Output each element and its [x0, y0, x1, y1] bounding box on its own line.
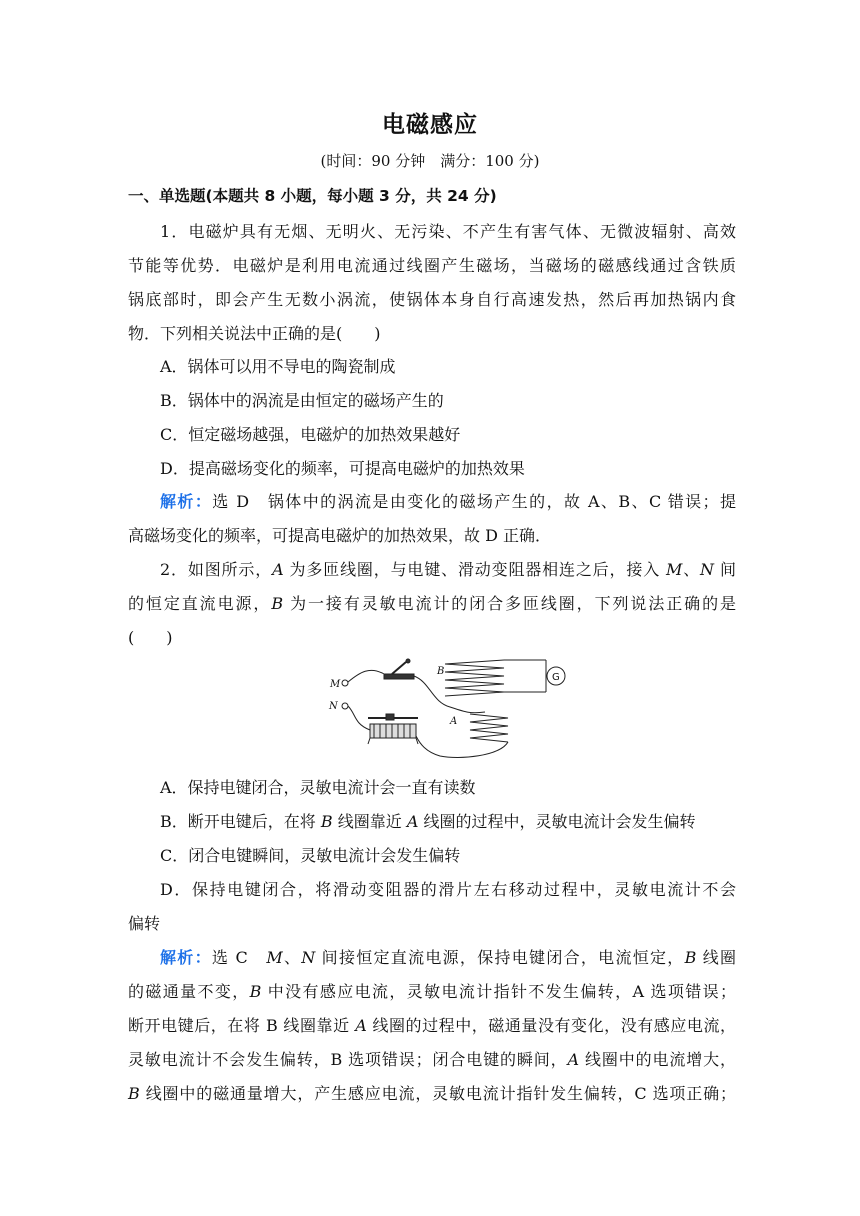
switch-icon: [384, 674, 414, 679]
figure-label-g: G: [552, 672, 560, 683]
q2-option-a: A．保持电键闭合，灵敏电流计会一直有读数: [160, 778, 476, 797]
q2-option-d-line-1: D．保持电键闭合，将滑动变阻器的滑片左右移动过程中，灵敏电流计不会: [160, 880, 736, 899]
page-title: 电磁感应: [382, 112, 478, 138]
figure-label-a: A: [450, 716, 458, 727]
circuit-diagram: [320, 652, 570, 768]
q2-analysis-line-5: B 线圈中的磁通量增大，产生感应电流，灵敏电流计指针发生偏转，C 选项正确；: [128, 1084, 736, 1103]
figure-label-m: M: [330, 679, 341, 690]
q2-stem-line-1: 2．如图所示，A 为多匝线圈，与电键、滑动变阻器相连之后，接入 M、N 间: [160, 560, 736, 579]
q2-option-b: B．断开电键后，在将 B 线圈靠近 A 线圈的过程中，灵敏电流计会发生偏转: [160, 812, 696, 831]
q2-analysis-line-2: 的磁通量不变，B 中没有感应电流，灵敏电流计指针不发生偏转，A 选项错误；: [128, 982, 736, 1001]
analysis-label: 解析：: [160, 948, 212, 967]
q1-stem-line-1: 1．电磁炉具有无烟、无明火、无污染、不产生有害气体、无微波辐射、高效: [160, 222, 736, 241]
section-heading: 一、单选题(本题共 8 小题，每小题 3 分，共 24 分): [128, 187, 497, 205]
figure-label-n: N: [329, 701, 338, 712]
analysis-label: 解析：: [160, 492, 213, 511]
q1-option-b: B．锅体中的涡流是由恒定的磁场产生的: [160, 391, 444, 410]
q2-stem-line-2: 的恒定直流电源，B 为一接有灵敏电流计的闭合多匝线圈，下列说法正确的是: [128, 594, 736, 613]
q1-option-a: A．锅体可以用不导电的陶瓷制成: [160, 357, 396, 376]
q2-option-d-line-2: 偏转: [128, 914, 161, 933]
q1-stem-line-3: 锅底部时，即会产生无数小涡流，使锅体本身自行高速发热，然后再加热锅内食: [128, 290, 736, 309]
q2-option-c: C．闭合电键瞬间，灵敏电流计会发生偏转: [160, 846, 461, 865]
q2-stem-line-3: ( ): [128, 628, 173, 647]
coil-a-icon: [470, 714, 508, 742]
exam-info: (时间：90 分钟 满分：100 分): [320, 152, 540, 170]
q1-stem-line-2: 节能等优势．电磁炉是利用电流通过线圈产生磁场，当磁场的磁感线通过含铁质: [128, 256, 736, 275]
q1-stem-line-4: 物．下列相关说法中正确的是( ): [128, 324, 381, 343]
terminal-m-icon: [342, 680, 348, 686]
q1-analysis-line-2: 高磁场变化的频率，可提高电磁炉的加热效果，故 D 正确．: [128, 526, 552, 545]
figure-label-b: B: [437, 666, 445, 677]
q1-option-c: C．恒定磁场越强，电磁炉的加热效果越好: [160, 425, 461, 444]
q2-analysis-line-3: 断开电键后，在将 B 线圈靠近 A 线圈的过程中，磁通量没有变化，没有感应电流，: [128, 1016, 736, 1035]
q2-analysis-line-1: 解析：选 C M、N 间接恒定直流电源，保持电键闭合，电流恒定，B 线圈: [160, 948, 736, 967]
q1-option-d: D．提高磁场变化的频率，可提高电磁炉的加热效果: [160, 459, 525, 478]
q1-analysis-line-1: 解析：选 D 锅体中的涡流是由变化的磁场产生的，故 A、B、C 错误；提: [160, 492, 736, 511]
terminal-n-icon: [342, 703, 348, 709]
rheostat-icon: [370, 724, 416, 738]
coil-b-icon: [445, 660, 504, 696]
q2-analysis-line-4: 灵敏电流计不会发生偏转，B 选项错误；闭合电键的瞬间，A 线圈中的电流增大，: [128, 1050, 736, 1069]
